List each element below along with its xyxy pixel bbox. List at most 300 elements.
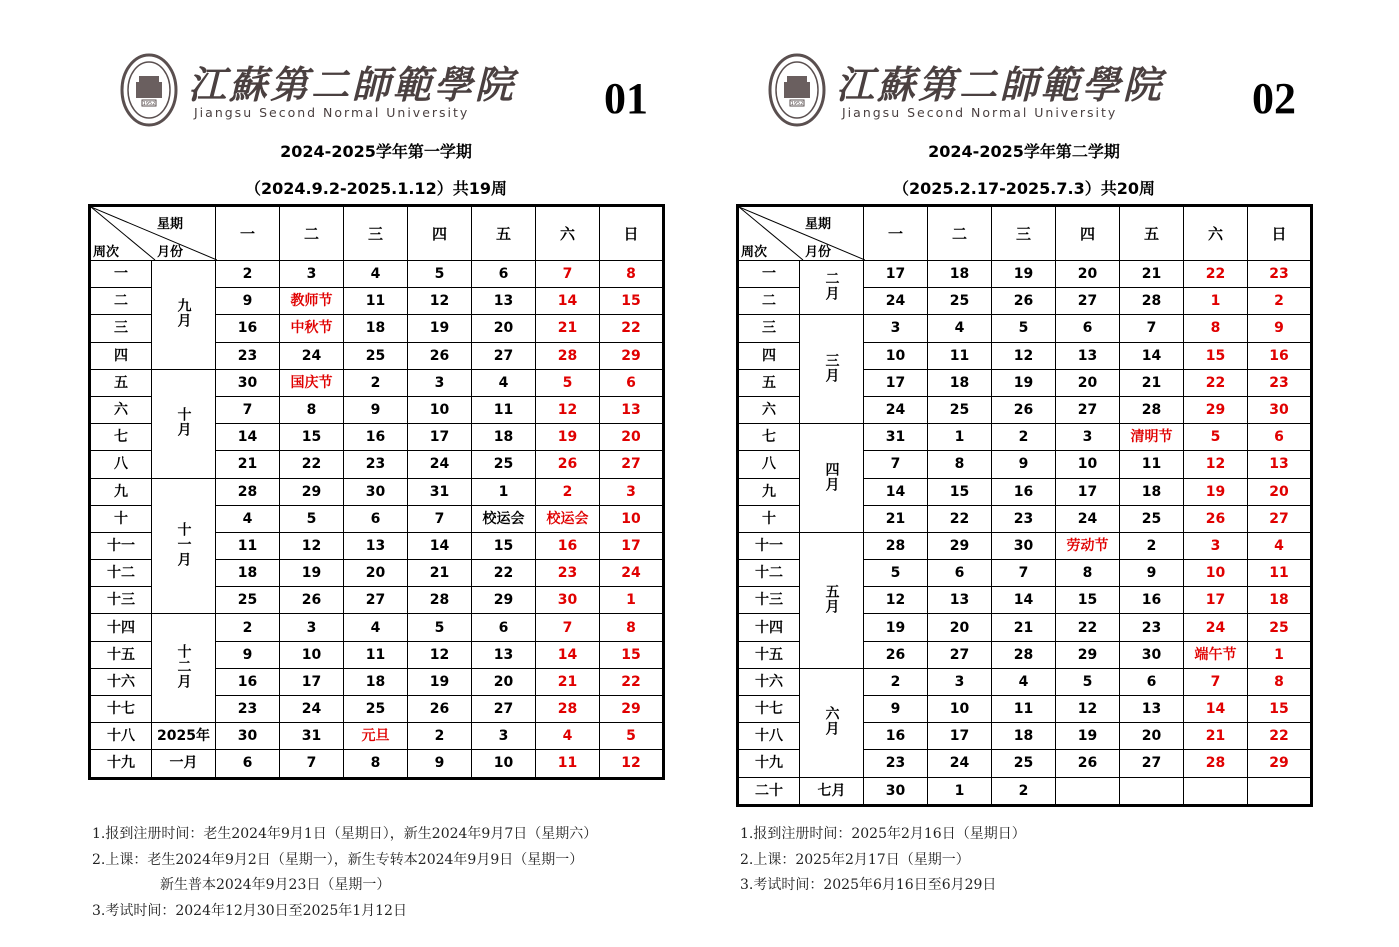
day-cell: 12 — [1056, 696, 1120, 723]
month-cell — [152, 261, 216, 370]
day-cell: 12 — [1184, 451, 1248, 478]
note-line: 3.考试时间：2024年12月30日至2025年1月12日 — [92, 902, 407, 919]
week-number-cell: 十 — [90, 505, 152, 532]
week-number-cell: 七 — [738, 424, 800, 451]
weekday-header: 二 — [280, 206, 344, 261]
day-cell: 29 — [928, 532, 992, 559]
day-cell: 10 — [408, 396, 472, 423]
day-cell: 23 — [864, 750, 928, 777]
day-cell: 17 — [1184, 587, 1248, 614]
day-cell: 14 — [1184, 696, 1248, 723]
week-row — [90, 369, 664, 396]
day-cell: 5 — [864, 560, 928, 587]
month-label: 四月 — [823, 461, 840, 492]
day-cell: 27 — [600, 451, 664, 478]
day-cell: 2 — [536, 478, 600, 505]
day-cell: 26 — [408, 696, 472, 723]
day-cell: 11 — [216, 532, 280, 559]
day-cell: 1 — [472, 478, 536, 505]
week-number-cell: 二 — [738, 288, 800, 315]
day-cell: 21 — [536, 668, 600, 695]
day-cell: 19 — [408, 315, 472, 342]
day-cell: 25 — [344, 342, 408, 369]
week-row — [738, 424, 1312, 451]
day-cell: 12 — [408, 288, 472, 315]
day-cell: 6 — [1056, 315, 1120, 342]
month-cell — [800, 532, 864, 668]
day-cell: 22 — [600, 668, 664, 695]
logo-english-name: Jiangsu Second Normal University — [842, 105, 1118, 120]
day-cell: 28 — [216, 478, 280, 505]
week-row — [90, 723, 664, 750]
day-cell: 13 — [1248, 451, 1312, 478]
day-cell: 8 — [600, 614, 664, 641]
day-cell — [1184, 777, 1248, 805]
month-cell — [152, 750, 216, 778]
week-row — [738, 261, 1312, 288]
header-month-label: 月份 — [805, 245, 832, 260]
week-row — [738, 315, 1312, 342]
day-cell: 20 — [928, 614, 992, 641]
week-number-cell: 八 — [738, 451, 800, 478]
day-cell: 清明节 — [1120, 424, 1184, 451]
day-cell: 20 — [472, 668, 536, 695]
day-cell: 29 — [1184, 396, 1248, 423]
day-cell: 8 — [600, 261, 664, 288]
day-cell: 21 — [216, 451, 280, 478]
day-cell: 23 — [1248, 369, 1312, 396]
note-line: 3.考试时间：2025年6月16日至6月29日 — [740, 877, 997, 893]
month-cell — [800, 777, 864, 805]
day-cell: 25 — [1120, 505, 1184, 532]
week-number-cell: 十七 — [738, 696, 800, 723]
day-cell: 5 — [992, 315, 1056, 342]
month-label: 一月 — [169, 755, 198, 772]
day-cell: 23 — [536, 560, 600, 587]
week-row — [90, 478, 664, 505]
day-cell: 3 — [1184, 532, 1248, 559]
day-cell: 19 — [992, 261, 1056, 288]
day-cell: 4 — [992, 668, 1056, 695]
day-cell: 17 — [864, 261, 928, 288]
day-cell: 13 — [344, 532, 408, 559]
week-row — [738, 777, 1312, 805]
day-cell: 7 — [408, 505, 472, 532]
day-cell: 19 — [536, 424, 600, 451]
day-cell: 12 — [864, 587, 928, 614]
day-cell: 30 — [1120, 641, 1184, 668]
day-cell: 17 — [928, 723, 992, 750]
day-cell: 18 — [344, 668, 408, 695]
day-cell: 28 — [408, 587, 472, 614]
day-cell: 9 — [216, 288, 280, 315]
day-cell: 18 — [1248, 587, 1312, 614]
day-cell: 10 — [280, 641, 344, 668]
day-cell: 18 — [472, 424, 536, 451]
day-cell: 9 — [1120, 560, 1184, 587]
day-cell: 5 — [1056, 668, 1120, 695]
day-cell: 26 — [864, 641, 928, 668]
day-cell: 23 — [1248, 261, 1312, 288]
day-cell: 23 — [216, 696, 280, 723]
day-cell: 21 — [408, 560, 472, 587]
day-cell: 12 — [280, 532, 344, 559]
day-cell: 2 — [992, 424, 1056, 451]
day-cell: 29 — [1248, 750, 1312, 777]
day-cell: 20 — [1056, 369, 1120, 396]
week-number-cell: 四 — [738, 342, 800, 369]
day-cell: 28 — [992, 641, 1056, 668]
day-cell: 25 — [472, 451, 536, 478]
day-cell: 22 — [1184, 369, 1248, 396]
day-cell: 6 — [216, 750, 280, 778]
day-cell: 30 — [536, 587, 600, 614]
month-cell — [152, 614, 216, 723]
day-cell: 2 — [216, 614, 280, 641]
day-cell: 4 — [216, 505, 280, 532]
week-number-cell: 十五 — [90, 641, 152, 668]
day-cell: 9 — [864, 696, 928, 723]
day-cell: 2 — [216, 261, 280, 288]
week-number-cell: 十六 — [90, 668, 152, 695]
day-cell: 7 — [1184, 668, 1248, 695]
day-cell: 6 — [472, 261, 536, 288]
note-line: 新生普本2024年9月23日（星期一） — [160, 877, 391, 893]
day-cell: 18 — [1120, 478, 1184, 505]
day-cell: 3 — [600, 478, 664, 505]
day-cell: 20 — [1056, 261, 1120, 288]
header-week-number-label: 周次 — [741, 245, 768, 260]
month-label: 十二月 — [175, 644, 192, 690]
day-cell: 5 — [1184, 424, 1248, 451]
weekday-header: 三 — [344, 206, 408, 261]
week-number-cell: 十五 — [738, 641, 800, 668]
day-cell: 10 — [1184, 560, 1248, 587]
day-cell: 30 — [344, 478, 408, 505]
day-cell: 20 — [1120, 723, 1184, 750]
day-cell: 28 — [1184, 750, 1248, 777]
day-cell: 2 — [1120, 532, 1184, 559]
day-cell: 21 — [864, 505, 928, 532]
day-cell: 端午节 — [1184, 641, 1248, 668]
month-cell — [800, 424, 864, 533]
weekday-header: 日 — [1248, 206, 1312, 261]
day-cell: 7 — [280, 750, 344, 778]
day-cell: 22 — [280, 451, 344, 478]
day-cell: 13 — [600, 396, 664, 423]
day-cell: 11 — [928, 342, 992, 369]
day-cell: 30 — [992, 532, 1056, 559]
day-cell: 26 — [536, 451, 600, 478]
day-cell: 校运会 — [536, 505, 600, 532]
month-label: 十一月 — [175, 521, 192, 567]
day-cell: 1 — [1248, 641, 1312, 668]
day-cell: 2 — [344, 369, 408, 396]
day-cell: 16 — [216, 668, 280, 695]
day-cell: 26 — [408, 342, 472, 369]
week-number-cell: 十四 — [90, 614, 152, 641]
day-cell: 16 — [344, 424, 408, 451]
day-cell: 27 — [344, 587, 408, 614]
week-number-cell: 十八 — [738, 723, 800, 750]
day-cell: 11 — [344, 288, 408, 315]
day-cell: 26 — [1056, 750, 1120, 777]
day-cell: 13 — [472, 641, 536, 668]
day-cell: 9 — [344, 396, 408, 423]
day-cell: 22 — [1056, 614, 1120, 641]
day-cell: 10 — [600, 505, 664, 532]
weekday-header: 二 — [928, 206, 992, 261]
week-number-cell: 十九 — [738, 750, 800, 777]
day-cell: 8 — [1056, 560, 1120, 587]
logo-chinese-name: 江蘇第二師範學院 — [188, 62, 517, 107]
day-cell: 5 — [536, 369, 600, 396]
day-cell: 22 — [928, 505, 992, 532]
day-cell: 21 — [536, 315, 600, 342]
day-cell: 19 — [992, 369, 1056, 396]
day-cell: 2 — [992, 777, 1056, 805]
day-cell: 2 — [408, 723, 472, 750]
day-cell: 14 — [536, 641, 600, 668]
day-cell: 24 — [1184, 614, 1248, 641]
day-cell: 15 — [600, 288, 664, 315]
day-cell: 2 — [1248, 288, 1312, 315]
day-cell: 9 — [1248, 315, 1312, 342]
day-cell: 11 — [344, 641, 408, 668]
day-cell: 28 — [1120, 288, 1184, 315]
day-cell: 5 — [600, 723, 664, 750]
day-cell: 31 — [280, 723, 344, 750]
day-cell: 14 — [864, 478, 928, 505]
university-logo — [768, 50, 1165, 130]
day-cell: 5 — [408, 261, 472, 288]
calendar-table — [736, 204, 1313, 807]
day-cell: 19 — [1184, 478, 1248, 505]
day-cell: 25 — [928, 288, 992, 315]
page-number: 01 — [604, 74, 648, 123]
day-cell: 7 — [536, 614, 600, 641]
day-cell: 24 — [864, 288, 928, 315]
day-cell: 6 — [1120, 668, 1184, 695]
university-seal-icon — [768, 52, 826, 128]
day-cell: 1 — [1184, 288, 1248, 315]
day-cell: 6 — [472, 614, 536, 641]
week-number-cell: 四 — [90, 342, 152, 369]
day-cell: 5 — [280, 505, 344, 532]
day-cell: 30 — [216, 723, 280, 750]
week-number-cell: 十 — [738, 505, 800, 532]
day-cell: 31 — [408, 478, 472, 505]
semester-notes — [740, 822, 1026, 899]
weekday-header: 一 — [216, 206, 280, 261]
day-cell: 11 — [1248, 560, 1312, 587]
day-cell: 9 — [216, 641, 280, 668]
week-number-cell: 十八 — [90, 723, 152, 750]
day-cell: 8 — [344, 750, 408, 778]
day-cell: 27 — [1248, 505, 1312, 532]
month-cell — [800, 261, 864, 315]
day-cell: 14 — [216, 424, 280, 451]
day-cell: 19 — [280, 560, 344, 587]
day-cell: 10 — [472, 750, 536, 778]
week-number-cell: 十九 — [90, 750, 152, 778]
day-cell: 22 — [1184, 261, 1248, 288]
day-cell: 4 — [472, 369, 536, 396]
day-cell: 23 — [992, 505, 1056, 532]
week-number-cell: 七 — [90, 424, 152, 451]
day-cell: 29 — [1056, 641, 1120, 668]
page-number: 02 — [1252, 74, 1296, 123]
semester-title: 2024-2025学年第二学期 — [928, 142, 1120, 161]
day-cell: 29 — [280, 478, 344, 505]
week-number-cell: 八 — [90, 451, 152, 478]
day-cell: 21 — [1184, 723, 1248, 750]
day-cell: 26 — [280, 587, 344, 614]
day-cell: 7 — [864, 451, 928, 478]
day-cell: 16 — [536, 532, 600, 559]
week-number-cell: 三 — [738, 315, 800, 342]
day-cell: 24 — [1056, 505, 1120, 532]
day-cell: 27 — [1120, 750, 1184, 777]
day-cell: 23 — [1120, 614, 1184, 641]
day-cell: 15 — [1248, 696, 1312, 723]
day-cell: 18 — [992, 723, 1056, 750]
day-cell: 6 — [928, 560, 992, 587]
day-cell: 11 — [992, 696, 1056, 723]
day-cell: 28 — [864, 532, 928, 559]
day-cell: 4 — [344, 261, 408, 288]
day-cell: 20 — [472, 315, 536, 342]
week-number-cell: 六 — [90, 396, 152, 423]
seal-year-text: 1952 — [790, 101, 804, 107]
day-cell: 3 — [472, 723, 536, 750]
day-cell: 16 — [216, 315, 280, 342]
week-row — [738, 532, 1312, 559]
seal-year-text: 1952 — [142, 101, 156, 107]
month-label: 2025年 — [157, 728, 210, 745]
weekday-header: 六 — [536, 206, 600, 261]
day-cell: 3 — [408, 369, 472, 396]
day-cell: 24 — [280, 342, 344, 369]
month-label: 九月 — [175, 298, 192, 329]
week-number-cell: 十二 — [738, 560, 800, 587]
day-cell: 18 — [344, 315, 408, 342]
day-cell: 17 — [864, 369, 928, 396]
day-cell: 13 — [928, 587, 992, 614]
day-cell: 15 — [1056, 587, 1120, 614]
week-number-cell: 十七 — [90, 696, 152, 723]
day-cell: 2 — [864, 668, 928, 695]
day-cell: 12 — [600, 750, 664, 778]
day-cell: 27 — [1056, 396, 1120, 423]
note-line: 2.上课：2025年2月17日（星期一） — [740, 851, 970, 868]
week-number-cell: 十四 — [738, 614, 800, 641]
day-cell: 9 — [408, 750, 472, 778]
day-cell: 25 — [216, 587, 280, 614]
day-cell: 1 — [928, 424, 992, 451]
week-number-cell: 十二 — [90, 560, 152, 587]
month-label: 七月 — [817, 782, 846, 799]
day-cell: 8 — [280, 396, 344, 423]
day-cell: 7 — [1120, 315, 1184, 342]
day-cell: 13 — [472, 288, 536, 315]
day-cell: 31 — [864, 424, 928, 451]
day-cell: 29 — [600, 342, 664, 369]
weekday-header: 五 — [1120, 206, 1184, 261]
day-cell: 28 — [1120, 396, 1184, 423]
week-number-cell: 十三 — [90, 587, 152, 614]
day-cell: 7 — [992, 560, 1056, 587]
month-label: 二月 — [823, 271, 840, 302]
day-cell: 25 — [1248, 614, 1312, 641]
day-cell: 27 — [1056, 288, 1120, 315]
day-cell: 25 — [928, 396, 992, 423]
day-cell: 19 — [408, 668, 472, 695]
day-cell: 30 — [1248, 396, 1312, 423]
day-cell: 25 — [344, 696, 408, 723]
calendar-table — [88, 204, 665, 780]
weekday-header: 六 — [1184, 206, 1248, 261]
day-cell: 3 — [280, 261, 344, 288]
header-weekday-label: 星期 — [805, 217, 832, 232]
weekday-header: 日 — [600, 206, 664, 261]
week-number-cell: 一 — [738, 261, 800, 288]
day-cell: 4 — [344, 614, 408, 641]
day-cell: 15 — [928, 478, 992, 505]
month-cell — [800, 668, 864, 777]
day-cell: 劳动节 — [1056, 532, 1120, 559]
day-cell: 校运会 — [472, 505, 536, 532]
university-logo — [120, 50, 517, 130]
logo-chinese-name: 江蘇第二師範學院 — [836, 62, 1165, 107]
month-cell — [152, 369, 216, 478]
day-cell: 23 — [344, 451, 408, 478]
day-cell: 13 — [1056, 342, 1120, 369]
day-cell: 15 — [280, 424, 344, 451]
day-cell — [1056, 777, 1120, 805]
week-number-cell: 十六 — [738, 668, 800, 695]
day-cell: 14 — [1120, 342, 1184, 369]
week-number-cell: 五 — [738, 369, 800, 396]
day-cell: 26 — [992, 396, 1056, 423]
day-cell — [1248, 777, 1312, 805]
week-number-cell: 二十 — [738, 777, 800, 805]
day-cell: 4 — [1248, 532, 1312, 559]
university-seal-icon — [120, 52, 178, 128]
day-cell: 25 — [992, 750, 1056, 777]
day-cell: 24 — [280, 696, 344, 723]
week-number-cell: 六 — [738, 396, 800, 423]
day-cell: 17 — [600, 532, 664, 559]
note-line: 1.报到注册时间：老生2024年9月1日（星期日），新生2024年9月7日（星期六） — [92, 826, 598, 842]
month-label: 五月 — [823, 583, 840, 614]
day-cell: 4 — [536, 723, 600, 750]
semester-subtitle: （2025.2.17-2025.7.3）共20周 — [893, 179, 1155, 198]
day-cell: 24 — [864, 396, 928, 423]
day-cell: 15 — [1184, 342, 1248, 369]
month-label: 六月 — [823, 706, 840, 737]
day-cell: 22 — [472, 560, 536, 587]
day-cell: 18 — [928, 261, 992, 288]
day-cell: 1 — [600, 587, 664, 614]
day-cell: 22 — [1248, 723, 1312, 750]
month-cell — [152, 478, 216, 614]
day-cell: 12 — [408, 641, 472, 668]
weekday-header: 五 — [472, 206, 536, 261]
day-cell: 12 — [536, 396, 600, 423]
weekday-header: 三 — [992, 206, 1056, 261]
day-cell: 28 — [536, 696, 600, 723]
